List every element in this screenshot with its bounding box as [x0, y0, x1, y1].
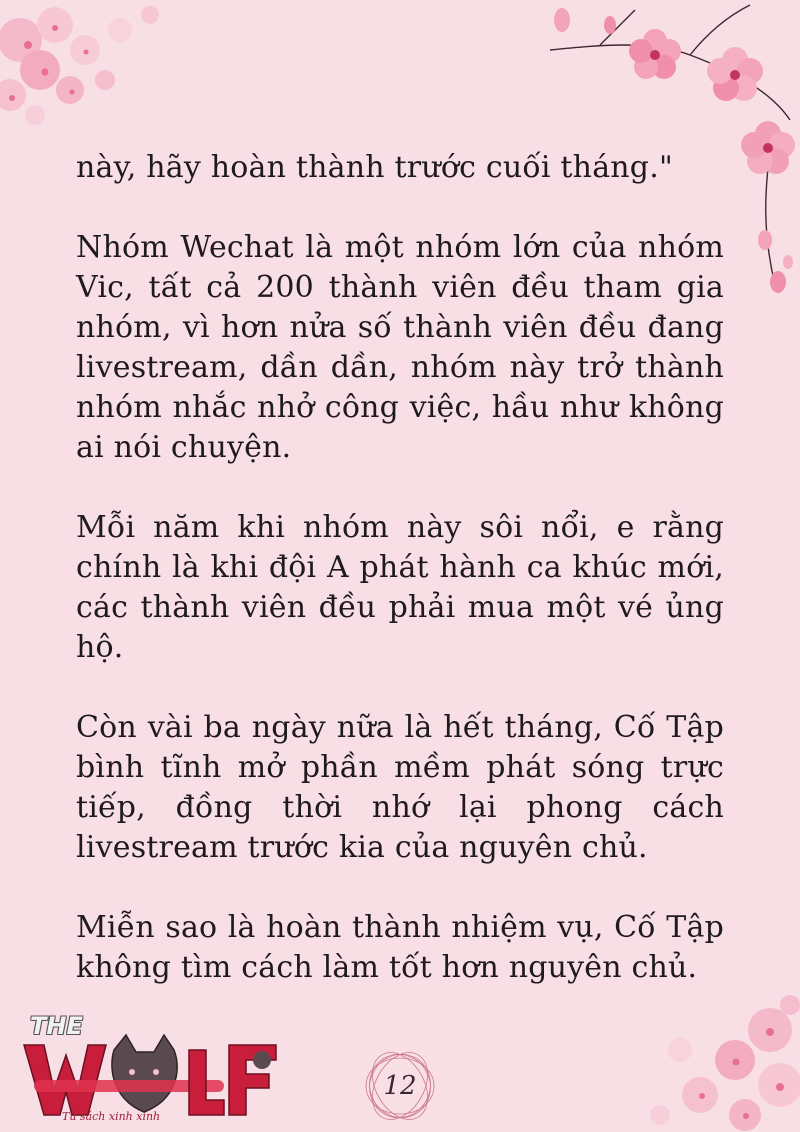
paragraph: Miễn sao là hoàn thành nhiệm vụ, Cố Tập không tìm cách làm tốt hơn nguyên chủ.	[76, 910, 724, 985]
page-number-frame	[354, 1048, 446, 1124]
paragraph: này, hãy hoàn thành trước cuối tháng."	[76, 150, 673, 185]
chapter-text	[76, 148, 724, 1028]
page-number: 12	[383, 1071, 417, 1101]
paragraph: Nhóm Wechat là một nhóm lớn của nhóm Vic, tất cả 200 thành viên đều tham gia nhóm, vì hơn nửa số thành viên đều đang livestream, dần dần, nhóm này trở thành nhóm nhắc nhở công việc, hầu như không ai nói chuyện.	[76, 230, 724, 465]
logo-the-text: THE	[30, 1012, 83, 1040]
paragraph: Còn vài ba ngày nữa là hết tháng, Cố Tập bình tĩnh mở phần mềm phát sóng trực tiếp, đồng thời nhớ lại phong cách livestream trước kia của nguyên chủ.	[76, 710, 724, 865]
logo-tagline: Tủ sách xinh xinh	[62, 1110, 161, 1123]
blossom-top-left-decoration	[0, 0, 180, 140]
paragraph: Mỗi năm khi nhóm này sôi nổi, e rằng chính là khi đội A phát hành ca khúc mới, các thành viên đều phải mua một vé ủng hộ.	[76, 510, 724, 665]
